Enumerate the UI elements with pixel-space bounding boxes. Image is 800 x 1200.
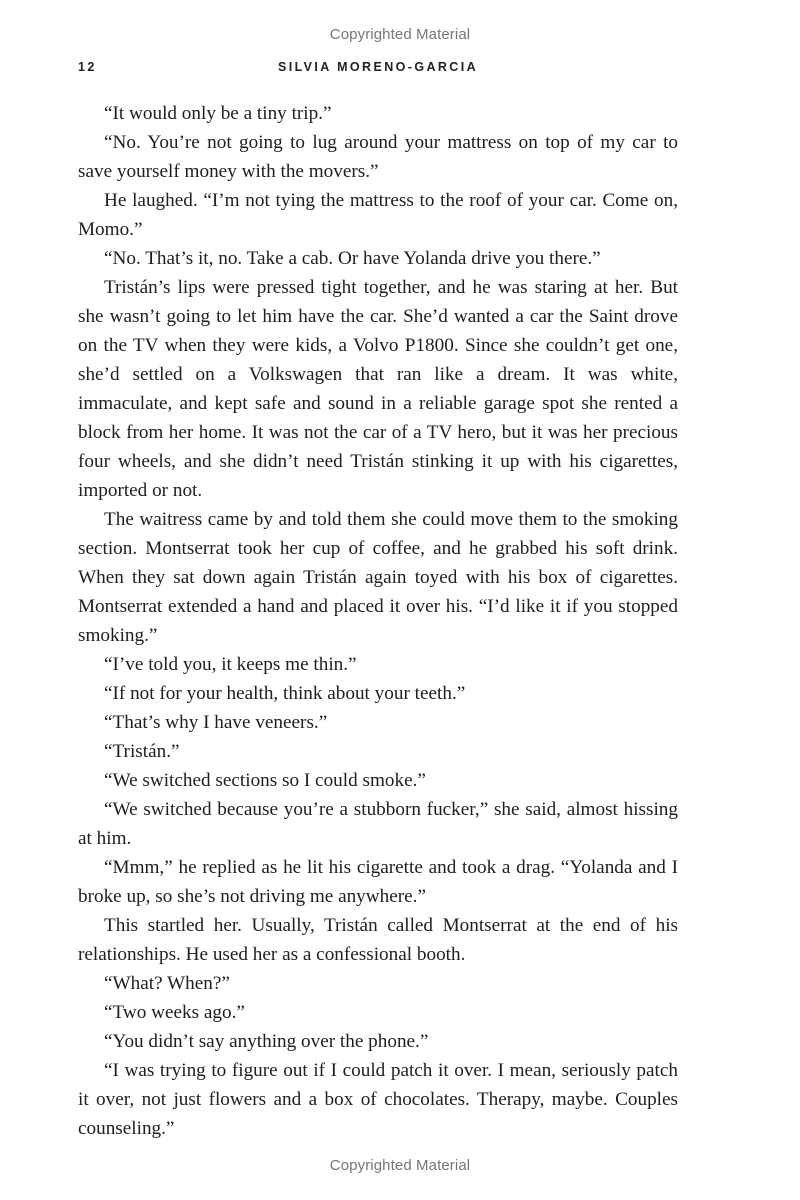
paragraph: “We switched sections so I could smoke.”	[104, 770, 426, 791]
paragraph: “No. That’s it, no. Take a cab. Or have Yolanda drive you there.”	[104, 248, 601, 269]
paragraph: “That’s why I have veneers.”	[104, 712, 328, 733]
body-text	[78, 99, 678, 1143]
paragraph: This startled her. Usually, Tristán called Montserrat at the end of his relationships. He used her as a confessional booth.	[78, 915, 678, 965]
author-name: SILVIA MORENO-GARCIA	[277, 60, 479, 74]
paragraph: “I’ve told you, it keeps me thin.”	[104, 654, 357, 675]
paragraph: “You didn’t say anything over the phone.”	[104, 1031, 429, 1052]
paragraph: He laughed. “I’m not tying the mattress to the roof of your car. Come on, Momo.”	[78, 190, 678, 240]
copyright-watermark-top: Copyrighted Material	[329, 26, 471, 43]
page-number: 12	[78, 60, 97, 74]
paragraph: The waitress came by and told them she could move them to the smoking section. Montserrat took her cup of coffee, and he grabbed his soft drink. When they sat down again Tristán again toyed with his box of cigarettes. Montserrat extended a hand and placed it over his. “I’d like it if you stopped smoking.”	[78, 509, 678, 646]
copyright-watermark-bottom: Copyrighted Material	[329, 1157, 471, 1174]
paragraph: “Tristán.”	[104, 741, 180, 762]
paragraph: “Two weeks ago.”	[104, 1002, 245, 1023]
paragraph: “I was trying to figure out if I could patch it over. I mean, seriously patch it over, not just flowers and a box of chocolates. Therapy, maybe. Couples counseling.”	[78, 1060, 678, 1139]
paragraph: “No. You’re not going to lug around your mattress on top of my car to save yourself money with the movers.”	[78, 132, 678, 182]
paragraph: Tristán’s lips were pressed tight together, and he was staring at her. But she wasn’t going to let him have the car. She’d wanted a car the Saint drove on the TV when they were kids, a Volvo P1800. Since she couldn’t get one, she’d settled on a Volkswagen that ran like a dream. It was white, immaculate, and kept safe and sound in a reliable garage spot she rented a block from her home. It was not the car of a TV hero, but it was her precious four wheels, and she didn’t need Tristán stinking it up with his cigarettes, imported or not.	[78, 277, 678, 501]
paragraph: “We switched because you’re a stubborn fucker,” she said, almost hissing at him.	[78, 799, 678, 849]
paragraph: “Mmm,” he replied as he lit his cigarette and took a drag. “Yolanda and I broke up, so she’s not driving me anywhere.”	[78, 857, 678, 907]
running-head	[78, 60, 678, 80]
paragraph: “It would only be a tiny trip.”	[104, 103, 332, 124]
paragraph: “If not for your health, think about your teeth.”	[104, 683, 466, 704]
paragraph: “What? When?”	[104, 973, 230, 994]
